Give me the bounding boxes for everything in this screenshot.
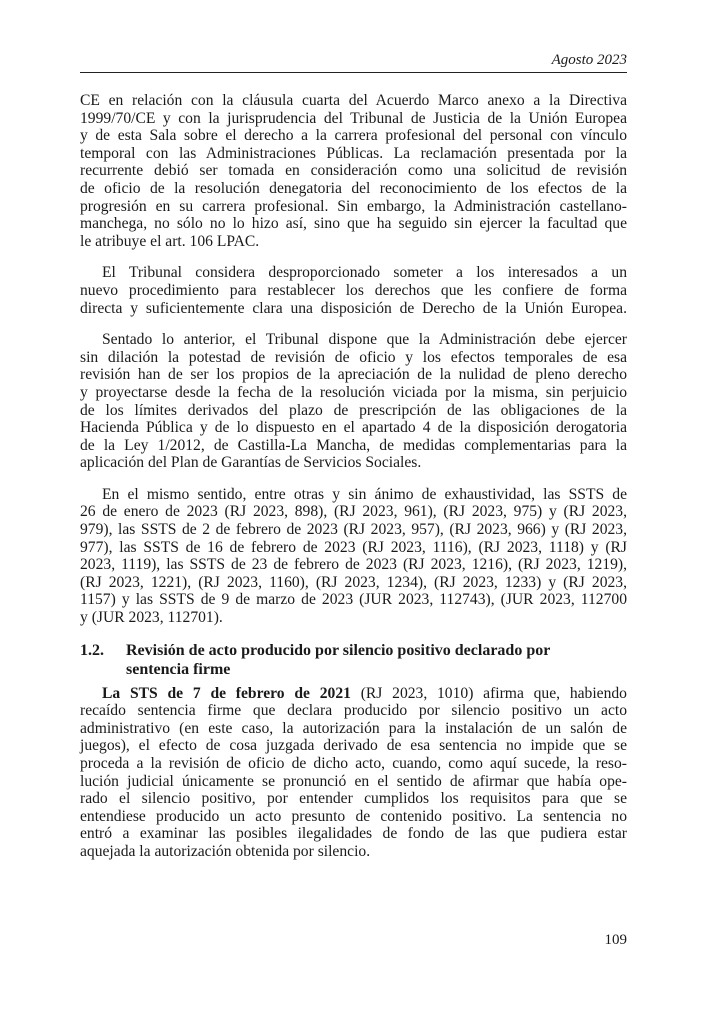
running-header: Agosto 2023 [551,52,627,68]
section-number: 1.2. [80,641,104,659]
text-line: juegos), el efecto de cosa juzgada derivado de esa sentencia no impide que se [80,737,627,755]
text-line: y proyectarse desde la fecha de la resolución viciada por la misma, sin perjuicio [80,383,627,401]
text-line: Hacienda Pública y de lo dispuesto en el apartado 4 de la disposición derogatoria [80,419,627,437]
text-line: recaído sentencia firme que declara producido por silencio positivo un acto [80,702,627,720]
text-line: nuevo procedimiento para restablecer los derechos que les confiere de forma [80,281,627,299]
text-line: progresión en su carrera profesional. Sin embargo, la Administración castellano- [80,197,627,215]
text-line: manchega, no sólo no lo hizo así, sino que ha seguido sin ejercer la facultad que [80,215,627,233]
text-line: y de esta Sala sobre el derecho a la carrera profesional del personal con vínculo [80,127,627,145]
text-line: entró a examinar las posibles ilegalidades de fondo de las que pudiera estar [80,825,627,843]
text-line: de los límites derivados del plazo de prescripción de las obligaciones de la [80,401,627,419]
text-line: (RJ 2023, 1221), (RJ 2023, 1160), (RJ 2023, 1234), (RJ 2023, 1233) y (RJ 2023, [80,573,627,591]
text-line: Sentado lo anterior, el Tribunal dispone que la Administración debe ejercer [102,331,627,349]
paragraph-sentado [80,331,627,472]
text-line: sin dilación la potestad de revisión de oficio y los efectos temporales de esa [80,348,627,366]
section-title-line: Revisión de acto producido por silencio positivo declarado por [126,641,551,659]
text-line: 979), las SSTS de 2 de febrero de 2023 (RJ 2023, 957), (RJ 2023, 966) y (RJ 2023, [80,521,627,539]
text-line: y (JUR 2023, 112701). [80,609,223,627]
text-line: CE en relación con la cláusula cuarta del Acuerdo Marco anexo a la Directiva [80,92,627,109]
header-rule [80,72,627,73]
text-line: proceda a la revisión de oficio de dicho acto, cuando, como aquí sucede, la reso- [80,755,627,772]
paragraph-ssts [80,486,627,627]
text-line [80,685,627,703]
page-body [80,92,627,875]
text-line: administrativo (en este caso, la autorización para la instalación de un salón de [80,719,627,737]
text-line: aplicación del Plan de Garantías de Servicios Sociales. [80,454,422,472]
text-line: 1157) y las SSTS de 9 de marzo de 2023 (JUR 2023, 112743), (JUR 2023, 112700 [80,591,627,609]
text-span: (RJ 2023, 1010) afirma que, habiendo [350,684,627,702]
text-line: El Tribunal considera desproporcionado someter a los interesados a un [102,264,627,282]
text-line: En el mismo sentido, entre otras y sin ánimo de exhaustividad, las SSTS de [102,485,627,503]
paragraph-sts-2021 [80,685,627,861]
text-line: 2023, 1119), las SSTS de 23 de febrero de 2023 (RJ 2023, 1216), (RJ 2023, 1219), [80,556,627,574]
paragraph-continuation [80,92,627,250]
text-line: 26 de enero de 2023 (RJ 2023, 898), (RJ 2023, 961), (RJ 2023, 975) y (RJ 2023, [80,503,627,521]
text-line: rado el silencio positivo, por entender cumplidos los requisitos para que se [80,790,627,808]
text-line: revisión han de ser los propios de la apreciación de la nulidad de pleno derecho [80,366,627,384]
text-line: recurrente debió ser tomada en consideración como una solicitud de revisión [80,162,627,180]
text-line: temporal con las Administraciones Públicas. La reclamación presentada por la [80,144,627,162]
text-line: 977), las SSTS de 16 de febrero de 2023 (RJ 2023, 1116), (RJ 2023, 1118) y (RJ [80,538,627,556]
text-line: aquejada la autorización obtenida por silencio. [80,842,371,860]
text-line: de oficio de la resolución denegatoria del reconocimiento de los efectos de la [80,179,627,197]
paragraph-tribunal [80,264,627,317]
section-title-line: sentencia firme [126,660,231,678]
text-line: lución judicial únicamente se pronunció en el sentido de afirmar que había ope- [80,772,627,790]
text-line: entendiese producido un acto presunto de contenido positivo. La sentencia no [80,807,627,825]
bold-case-citation: La STS de 7 de febrero de 2021 [102,684,351,702]
text-line: le atribuye el art. 106 LPAC. [80,232,260,250]
text-line: directa y suficientemente clara una disposición de Derecho de la Unión Europea. [80,299,627,317]
text-line: 1999/70/CE y con la jurisprudencia del Tribunal de Justicia de la Unión Europea [80,109,627,127]
text-line: de la Ley 1/2012, de Castilla-La Mancha, de medidas complementarias para la [80,436,627,454]
page-number: 109 [604,932,627,948]
section-heading [80,641,627,679]
